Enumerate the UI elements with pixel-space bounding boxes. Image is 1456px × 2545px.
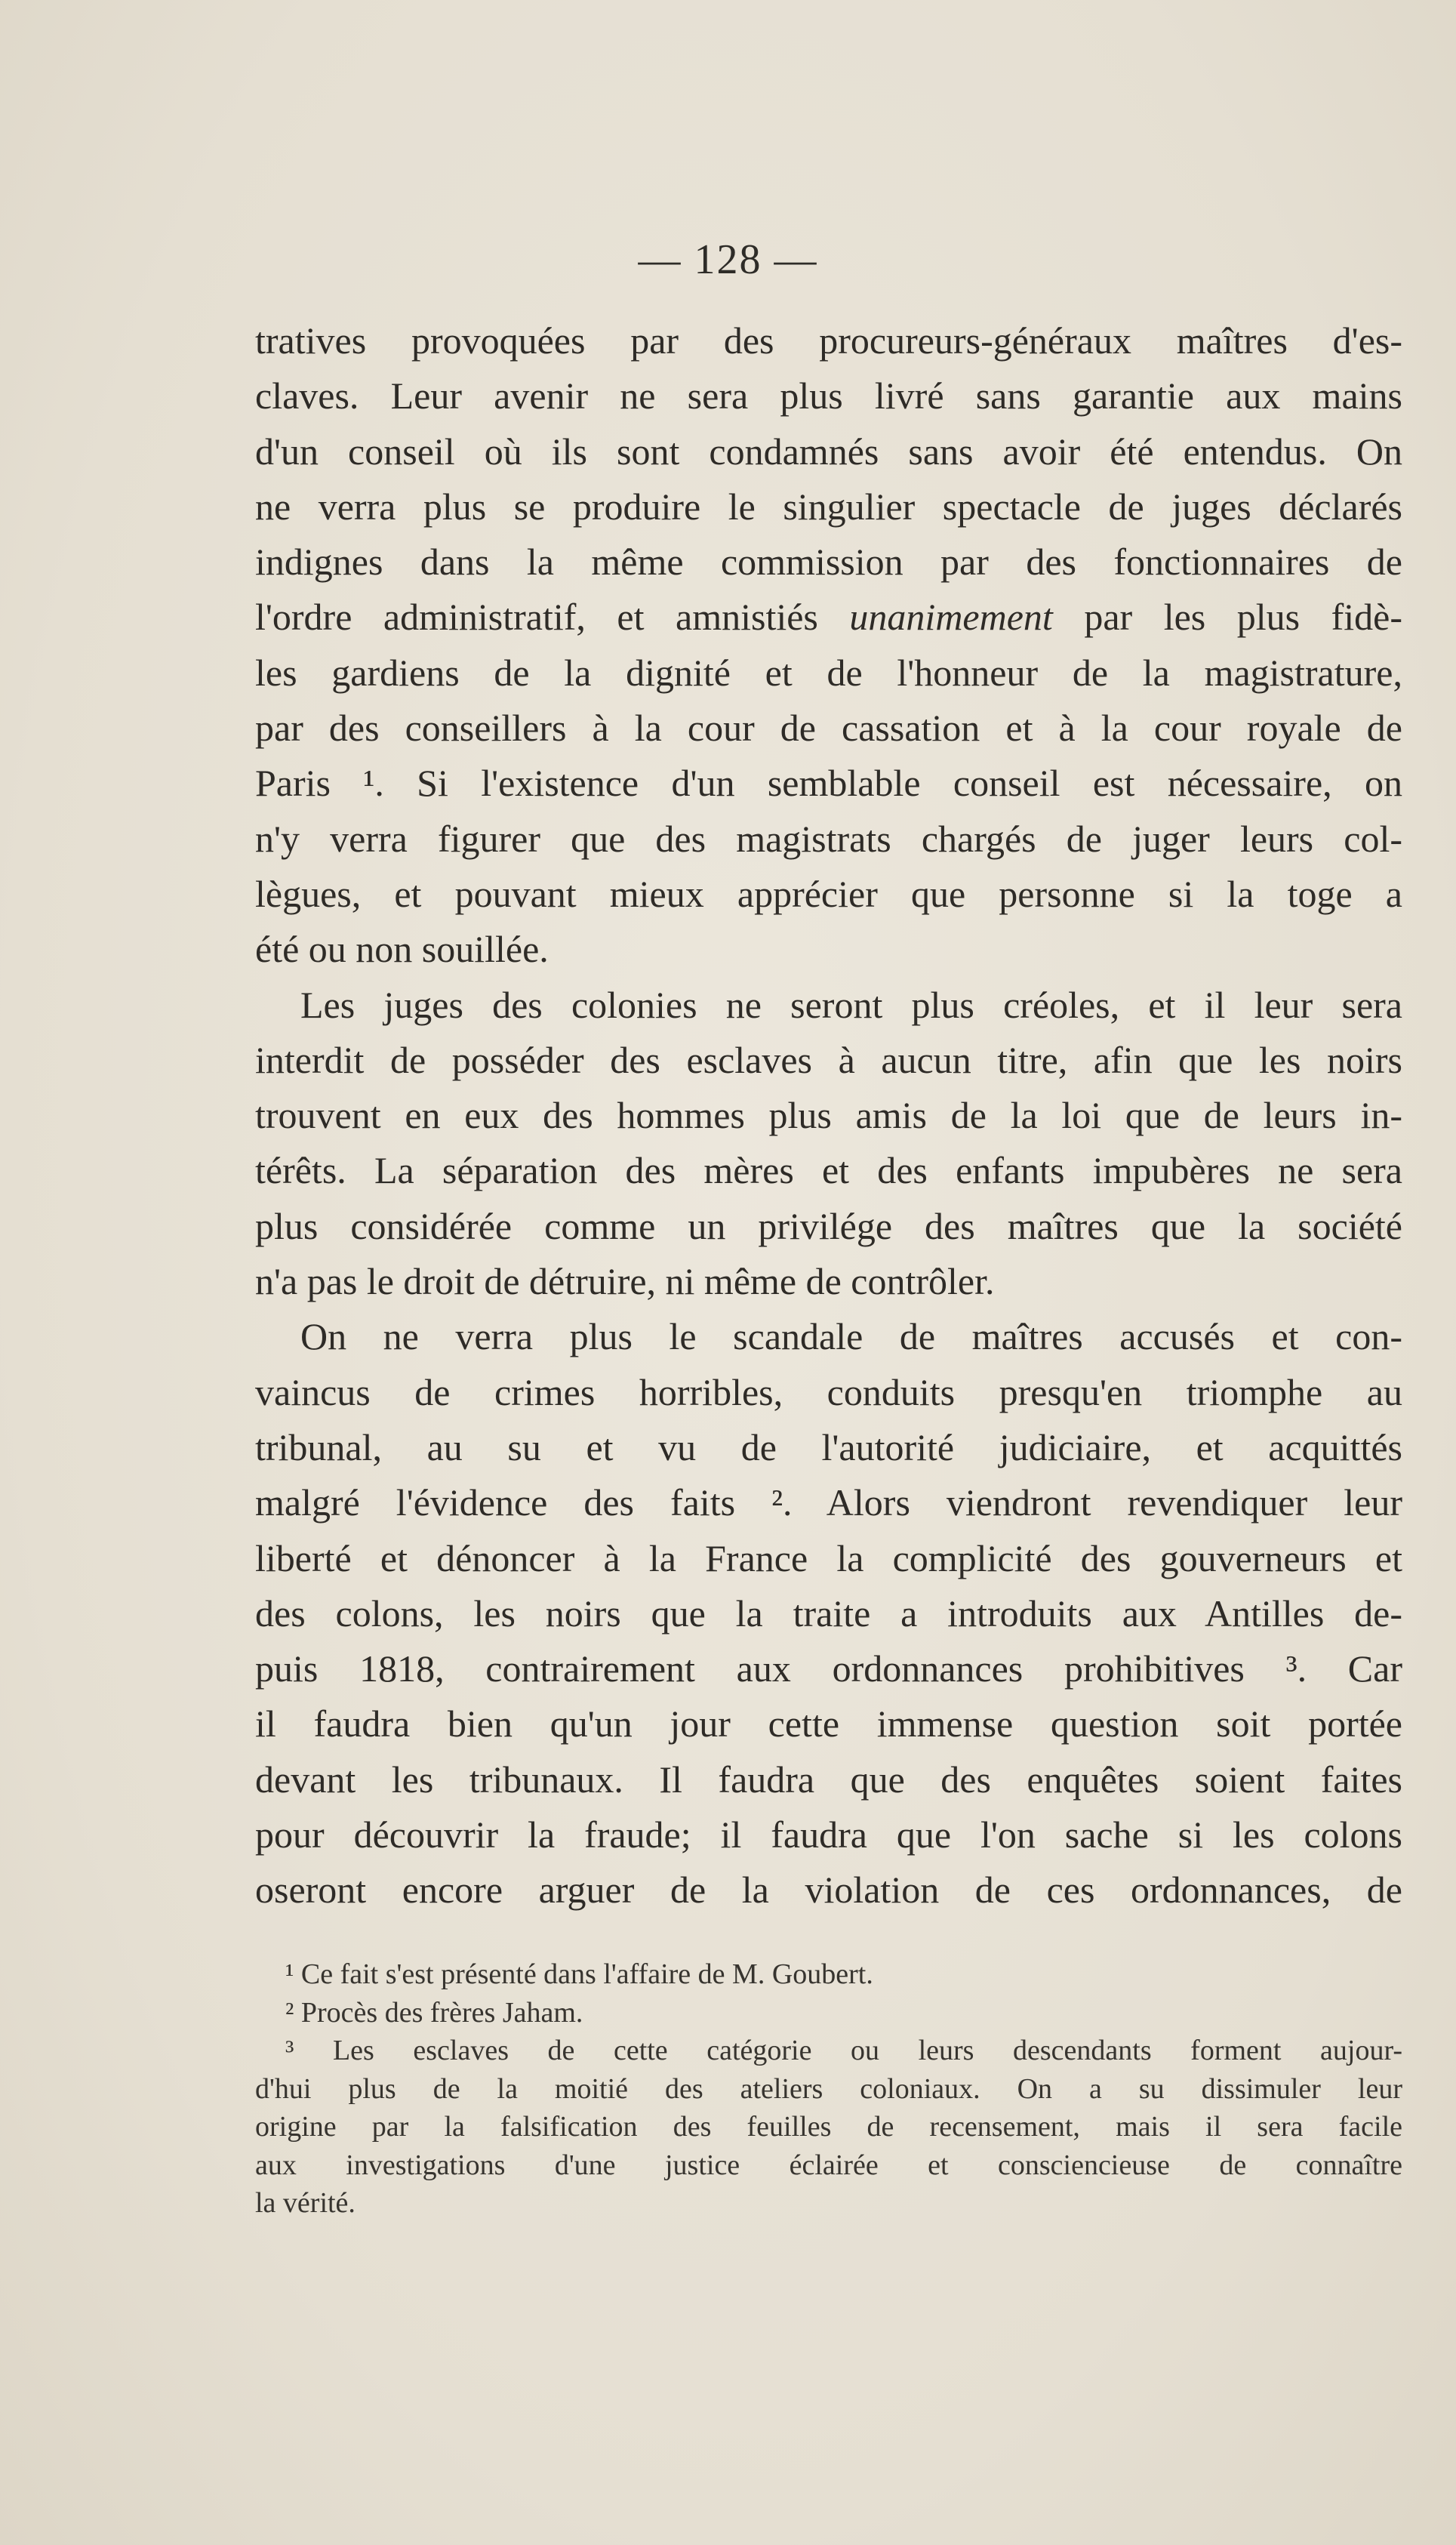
footnote-line: d'hui plus de la moitié des ateliers coloniaux. On a su dissimuler leur: [255, 2072, 1402, 2105]
body-line: malgré l'évidence des faits ². Alors viendront revendiquer leur: [255, 1481, 1402, 1524]
body-line: pour découvrir la fraude; il faudra que l'on sache si les colons: [255, 1813, 1402, 1856]
body-line: des colons, les noirs que la traite a introduits aux Antilles de-: [255, 1591, 1402, 1635]
footnote-line: ¹ Ce fait s'est présenté dans l'affaire de M. Goubert.: [285, 1958, 873, 1990]
body-line: Paris ¹. Si l'existence d'un semblable conseil est nécessaire, on: [255, 762, 1402, 805]
body-line: puis 1818, contrairement aux ordonnances prohibitives ³. Car: [255, 1647, 1402, 1690]
footnote-line: la vérité.: [255, 2187, 356, 2219]
body-line: vaincus de crimes horribles, conduits presqu'en triomphe au: [255, 1370, 1402, 1413]
body-line: n'a pas le droit de détruire, ni même de contrôler.: [255, 1260, 995, 1303]
body-line: les gardiens de la dignité et de l'honneur de la magistrature,: [255, 651, 1402, 694]
footnotes: [255, 1955, 1402, 2223]
footnote-line: aux investigations d'une justice éclairée et consciencieuse de connaître: [255, 2149, 1402, 2181]
body-line: lègues, et pouvant mieux apprécier que personne si la toge a: [255, 872, 1402, 915]
emphasis-text: unanimement: [849, 596, 1053, 639]
body-line: ne verra plus se produire le singulier spectacle de juges déclarés: [255, 485, 1402, 528]
body-line: plus considérée comme un privilége des maîtres que la société: [255, 1204, 1402, 1247]
body-line: interdit de posséder des esclaves à aucun titre, afin que les noirs: [255, 1038, 1402, 1081]
body-line: oseront encore arguer de la violation de ces ordonnances, de: [255, 1869, 1402, 1912]
body-line: par des conseillers à la cour de cassation et à la cour royale de: [255, 707, 1402, 750]
body-line: devant les tribunaux. Il faudra que des enquêtes soient faites: [255, 1758, 1402, 1801]
body-line: tratives provoquées par des procureurs-généraux maîtres d'es-: [255, 319, 1402, 362]
body-line: liberté et dénoncer à la France la complicité des gouverneurs et: [255, 1536, 1402, 1579]
body-line: été ou non souillée.: [255, 928, 549, 971]
body-line: d'un conseil où ils sont condamnés sans avoir été entendus. On: [255, 430, 1402, 473]
body-line: tribunal, au su et vu de l'autorité judiciaire, et acquittés: [255, 1425, 1402, 1468]
footnote-line: origine par la falsification des feuilles de recensement, mais il sera facile: [255, 2111, 1402, 2143]
footnote-line: ² Procès des frères Jaham.: [285, 1996, 583, 2029]
footnote-line: ³ Les esclaves de cette catégorie ou leurs descendants forment aujour-: [285, 2035, 1402, 2066]
body-line: indignes dans la même commission par des fonctionnaires de: [255, 541, 1402, 584]
body-line: térêts. La séparation des mères et des enfants impubères ne sera: [255, 1149, 1402, 1192]
body-line: Les juges des colonies ne seront plus créoles, et il leur sera: [300, 983, 1402, 1026]
body-text: [255, 313, 1402, 1918]
page-number: — 128 —: [638, 236, 818, 283]
body-line: trouvent en eux des hommes plus amis de la loi que de leurs in-: [255, 1094, 1402, 1137]
body-line: n'y verra figurer que des magistrats chargés de juger leurs col-: [255, 817, 1402, 860]
body-line: il faudra bien qu'un jour cette immense question soit portée: [255, 1702, 1402, 1745]
body-line: l'ordre administratif, et amnistiés unanimement par les plus fidè-: [255, 596, 1403, 639]
body-line: On ne verra plus le scandale de maîtres accusés et con-: [300, 1315, 1402, 1358]
body-line: claves. Leur avenir ne sera plus livré sans garantie aux mains: [255, 374, 1402, 417]
